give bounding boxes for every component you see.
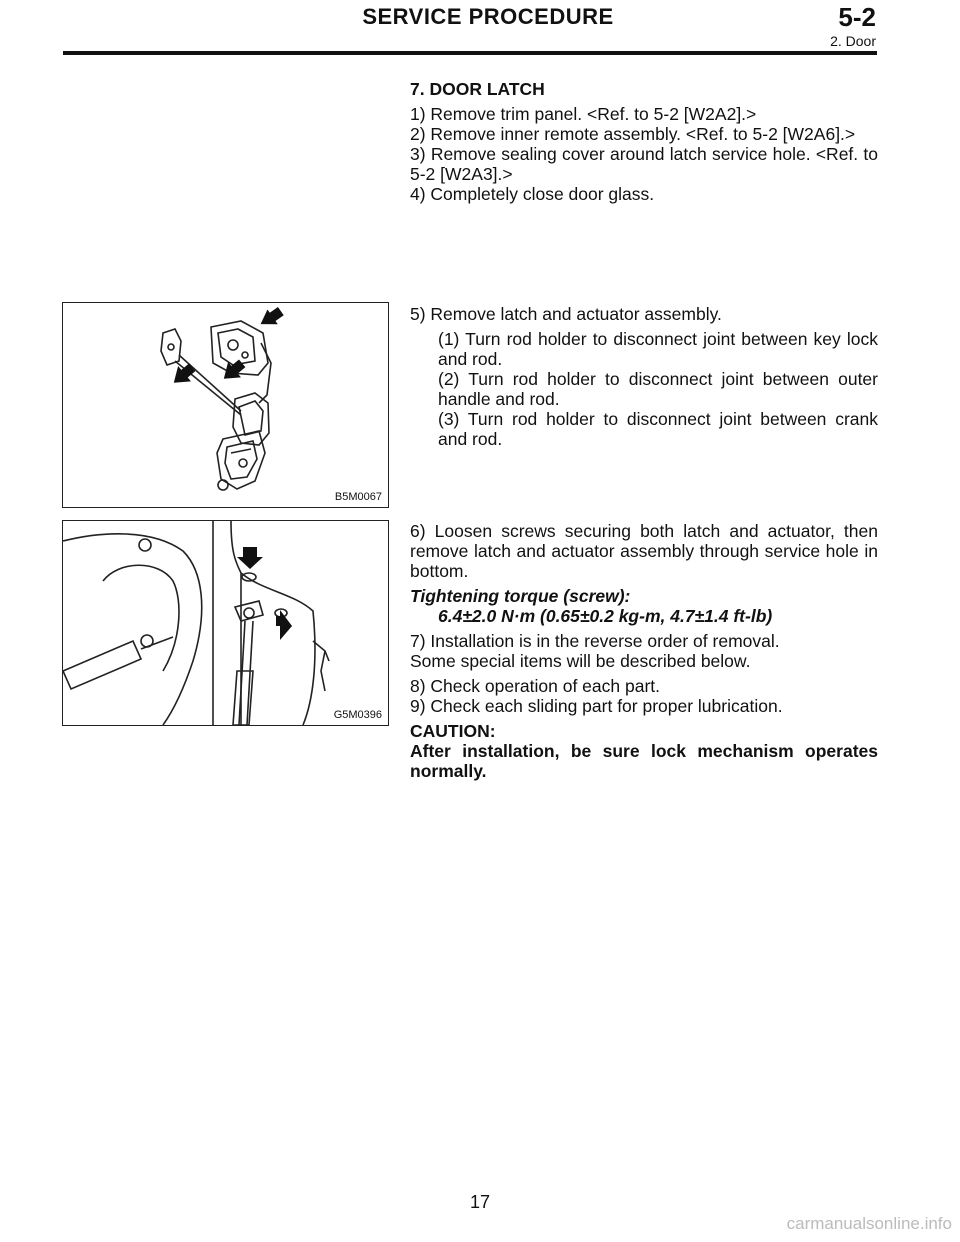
- section-heading: 7. DOOR LATCH: [410, 79, 545, 99]
- removal-steps: [410, 304, 878, 449]
- step-4: 4) Completely close door glass.: [410, 184, 655, 204]
- caution-text: After installation, be sure lock mechanism operates normally.: [410, 741, 878, 781]
- screwdriver-illustration: [63, 521, 388, 725]
- step-7-note: Some special items will be described below.: [410, 651, 751, 671]
- header-title: SERVICE PROCEDURE: [362, 4, 614, 29]
- substep-2: (2) Turn rod holder to disconnect joint between outer handle and rod.: [438, 369, 878, 409]
- step-8: 8) Check operation of each part.: [410, 676, 661, 696]
- header-rule: [63, 51, 877, 55]
- step-5: 5) Remove latch and actuator assembly.: [410, 304, 722, 324]
- caution-label: CAUTION:: [410, 721, 496, 741]
- watermark: carmanualsonline.info: [786, 1214, 952, 1233]
- install-steps: [410, 521, 878, 781]
- step-1: 1) Remove trim panel. <Ref. to 5-2 [W2A2].>: [410, 104, 757, 124]
- intro-steps: [410, 79, 878, 204]
- figure-latch-assembly: [62, 302, 389, 508]
- torque-label: Tightening torque (screw):: [410, 586, 631, 606]
- step-2: 2) Remove inner remote assembly. <Ref. to 5-2 [W2A6].>: [410, 124, 856, 144]
- step-9: 9) Check each sliding part for proper lubrication.: [410, 696, 783, 716]
- step-7: 7) Installation is in the reverse order of removal.: [410, 631, 780, 651]
- page-number: 17: [469, 1192, 491, 1212]
- step-3: 3) Remove sealing cover around latch service hole. <Ref. to 5-2 [W2A3].>: [410, 144, 878, 184]
- section-subtitle: 2. Door: [830, 33, 876, 49]
- step-6: 6) Loosen screws securing both latch and actuator, then remove latch and actuator assembly through service hole in bottom.: [410, 521, 878, 581]
- figure-2-label: G5M0396: [333, 709, 382, 721]
- figure-1-label: B5M0067: [334, 491, 382, 503]
- figure-screw-removal: [62, 520, 389, 726]
- substep-3: (3) Turn rod holder to disconnect joint between crank and rod.: [438, 409, 878, 449]
- substep-1: (1) Turn rod holder to disconnect joint between key lock and rod.: [438, 329, 878, 369]
- latch-actuator-illustration: [63, 303, 388, 507]
- section-code: 5-2: [838, 2, 876, 32]
- torque-value: 6.4±2.0 N·m (0.65±0.2 kg-m, 4.7±1.4 ft-lb): [438, 606, 773, 626]
